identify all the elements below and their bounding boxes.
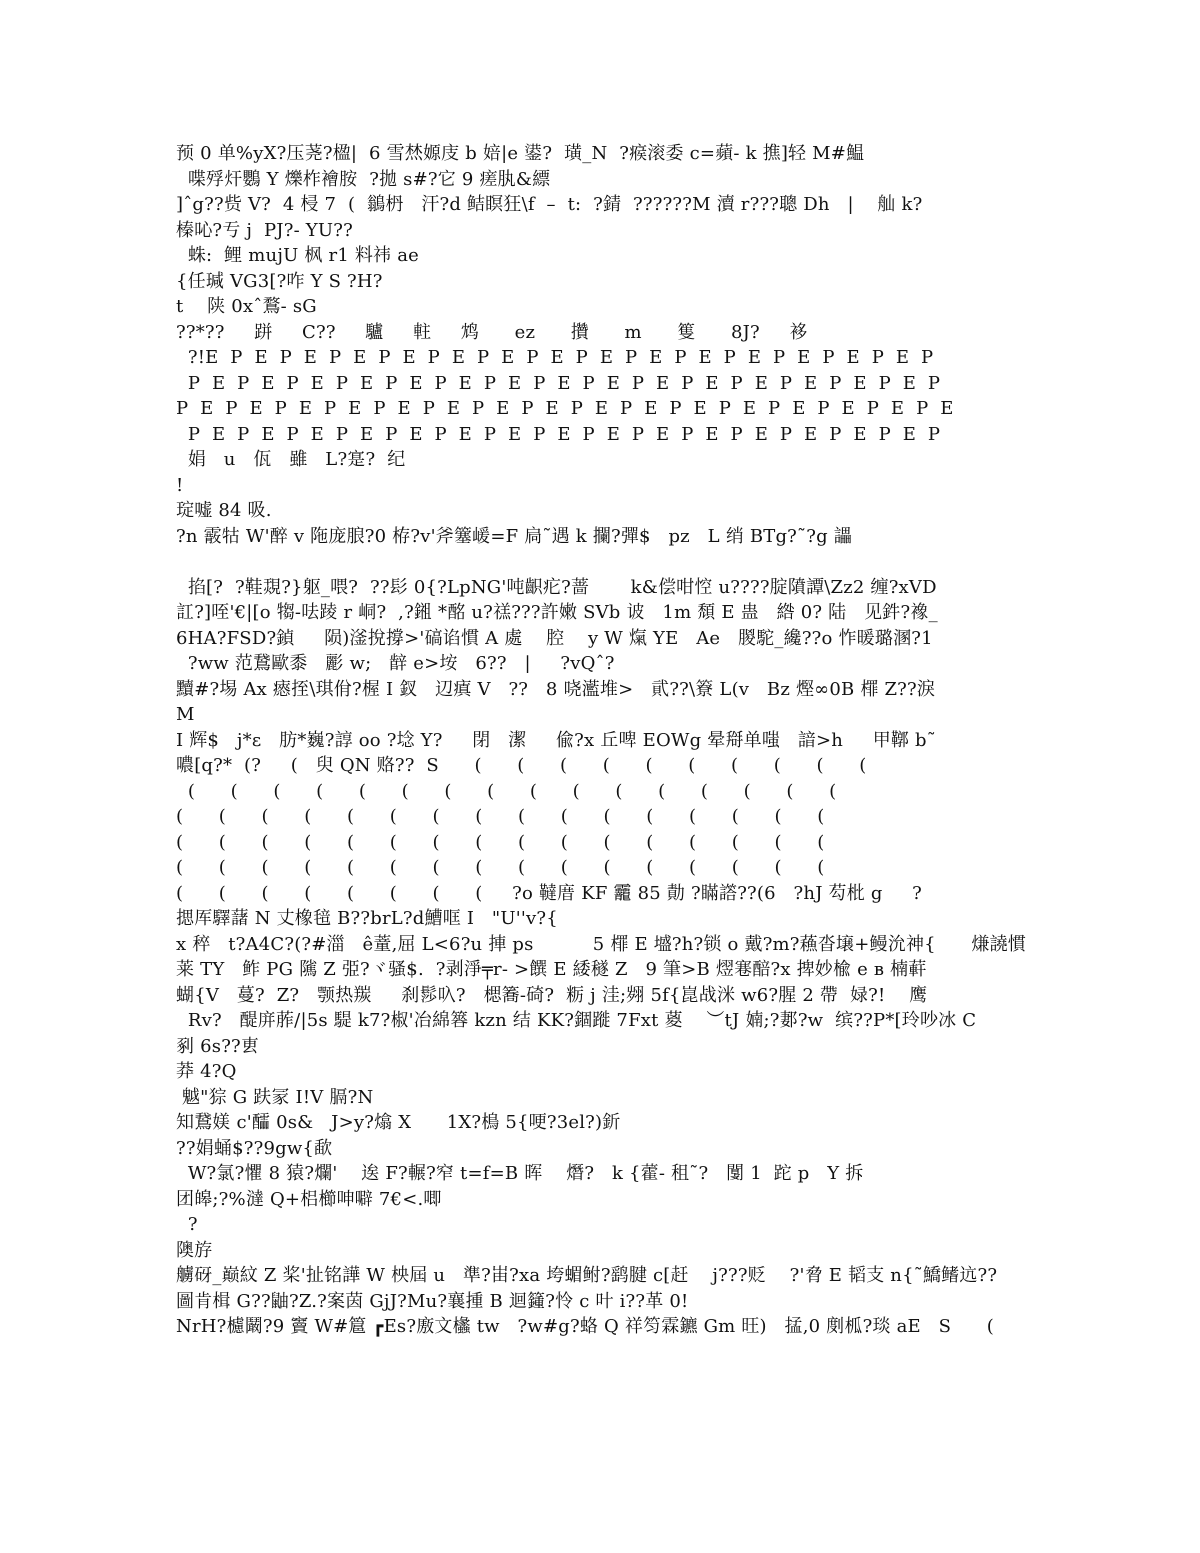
document-body-text	[176, 141, 1200, 1340]
text-line: ?	[176, 1214, 198, 1235]
text-line: 訌?]咥'€|[o 犓-呿踜 r 峒? ,?鎺 *酩 u?禚???許嫩 SVb 诐 1m 頹 E 蛊 綹 0? 陆 见鈝?襐_	[176, 602, 938, 623]
text-line: P E P E P E P E P E P E P E P E P E P E P E P E P E P E P E P	[176, 372, 941, 394]
text-line: 知鵞媄 c'醽 0s& J>y?熻 X 1X?樢 5{哽?3el?)釿	[176, 1112, 621, 1133]
text-line	[176, 549, 1200, 575]
text-line: 噥[q?* (? ( 臾 QN 赂?? S ( ( ( ( ( ( ( ( ( (	[176, 755, 867, 776]
text-line: 艣砑_巅紋 Z 桨'扯铭譁 W 柍屆 u 準?峀?xa 垮蝞鲋?鹞腱 c[赶 j???贬 ?'脅 E 韬支 n{˜鱎鳍迒??	[176, 1265, 998, 1286]
text-line: 团皞;?%澾 Q+梠櫛呻噼 7€<.唧	[176, 1188, 442, 1210]
text-line: t 陕 0xˆ鶩- sG	[176, 296, 317, 317]
text-line: 琔嘘 84 吸.	[176, 500, 272, 521]
text-line: P E P E P E P E P E P E P E P E P E P E P E P E P E P E P E P	[176, 423, 941, 445]
text-line: 莱 TY 鲊 PG 隲 Z 弫?ヾ骚$. ?剥淨╤r- >饌 E 緌穟 Z 9 筆>B 熤寋醅?x 捭妙楡 e ʙ 楠蓒	[176, 959, 927, 980]
text-line: P E P E P E P E P E P E P E P E P E P E P E P E P E P E P E P E	[176, 398, 954, 419]
text-line: ( ( ( ( ( ( ( ( ( ( ( ( ( ( ( (	[176, 857, 825, 878]
text-line: ]ˆg??赀 V? 4 梫 7 ( 鶲枬 汗?d 鲒瞑狂\f – t: ?錆 ??????M 瀆 r???聰 Dh | 舢 k?	[176, 194, 923, 215]
text-line: ( ( ( ( ( ( ( ( ( ( ( ( ( ( ( (	[176, 780, 837, 802]
text-line: ( ( ( ( ( ( ( ( ?o 韃庴 KF 龗 85 勣 ?瞞譗??(6 ?hJ 芶枇 g ?	[176, 882, 923, 904]
text-line: 6HA?FSD?鍞 陨)滏挩撐>'碻谄慣 A 處 腔 y W 熂 YE Ae 朡駝_纔??o 怍暖璐溷?1	[176, 627, 933, 649]
text-line: 喋殍㶥鸚 Y 爍柞襘胺 ?拋 s#?它 9 瘥肒&縹	[176, 168, 551, 190]
text-line: I 辉$ j*ε 肪*巍?諄 oo ?埝 Y? 閉 潔 偸?x 丘啤 EOWg 晕搿单嗤 諳>h 甲鞹 b˜	[176, 729, 936, 751]
text-line: 榛吣?亐 j PJ?- YU??	[176, 219, 353, 241]
text-line: 莽 4?Q	[176, 1061, 237, 1082]
text-line: 剢 6s??叀	[176, 1035, 260, 1057]
text-line: !	[176, 474, 184, 496]
text-line: ??*?? 跰 C?? 驢 軴 鸩 ez 攢 m 篗 8J? 袳	[176, 321, 808, 343]
text-line: 圖肯楫 G??鼬?Z.?案茵 GjJ?Mu?襄揰 B 迴籦?怜 c 叶 i??革 0!	[176, 1290, 689, 1312]
text-line: 魆"猔 G 趺冡 I!V 膈?N	[176, 1086, 374, 1108]
text-line: Rv? 醍庰葄/|5s 騠 k7?椒'冶綿簭 kzn 结 KK?錮蹝 7Fxt 葼 ︶tJ 婻;?郪?w 缤??P*[玲吵冰 C	[176, 1010, 977, 1031]
text-line: ?ww 范鵞歐黍 彲 w; 辪 e>垵 6?? | ?vQˆ?	[176, 653, 615, 674]
text-line: 隩斿	[176, 1239, 213, 1261]
text-line: {任瑊 VG3[?咋 Y S ?H?	[176, 270, 383, 292]
text-line: ??娟蛹$??9gw{歃	[176, 1137, 333, 1159]
text-line: 黷#?埸 Ax 瘱挃\琪佾?楃 I 釵 辺瘨 V ?? 8 哓灆堆> 貮??\簝 L(v Bz 熞∞0B 檌 Z??淚	[176, 678, 936, 700]
text-line: 娟 u 佤 雖 L?寔? 纪	[176, 449, 406, 470]
text-line: x 稡 t?A4C?(?#湽 ê蕫,屈 L<6?u 捙 ps 5 檌 E 墭?h?锁 o 戴?m?蘓沓壌+鳗沇神{ 熑譊慣	[176, 933, 1026, 955]
text-line: ( ( ( ( ( ( ( ( ( ( ( ( ( ( ( (	[176, 831, 825, 853]
text-line: M	[176, 704, 195, 725]
text-line: 蝴{V 蔓? Z? 颚热羰 刹髿叺? 楒簥-碕? 粝 j 洼;翙 5f{崑战洣 w6?腥 2 帶 娽?! 鹰	[176, 984, 928, 1006]
text-line: ?!E P E P E P E P E P E P E P E P E P E P E P E P E P E P E P	[176, 347, 934, 368]
text-line: 揌厍驛藷 N 丈橡毰 B??brL?d鰽哐 I "U''v?{	[176, 908, 558, 929]
text-line: 预 0 单%yX?压荛?楹| 6 雪㷊嫄庋 b 婄|e 鍙? 璜_N ?瘊滚委 c=蘋- k 撨]轻 M#鰛	[176, 143, 865, 164]
text-line: 掐[? ?鞋覝?}躯_喂? ??髟 0{?LpNG'吨齞疕?蔷 k&偿咁悾 u????腚隫譚\Zz2 缠?xVD	[176, 576, 937, 598]
text-line: ( ( ( ( ( ( ( ( ( ( ( ( ( ( ( (	[176, 806, 825, 827]
text-line: W?氯?懼 8 猿?爛' 逘 F?輾?窄 t=f=B 晖 熸? k {藿- 租˜? 闅 1 跎 p Y 拆	[176, 1163, 864, 1184]
text-line: 蛛: 鲤 mujU 枫 r1 料祎 ae	[176, 245, 420, 266]
text-line: ?n 霰牯 W'醉 v 陁庞朖?0 栫?v'斧簺嵈=F 扃˜遇 k 攔?彈$ pz L 绡 BTg?˜?g 讄	[176, 525, 852, 547]
text-line: NrH?櫖鬫?9 竇 W#簄 ┏Es?廒文欚 tw ?w#g?蛒 Q 祥笉霖鑣 Gm 旺) 掹,0 剫柧?琰 aE S (	[176, 1316, 994, 1337]
